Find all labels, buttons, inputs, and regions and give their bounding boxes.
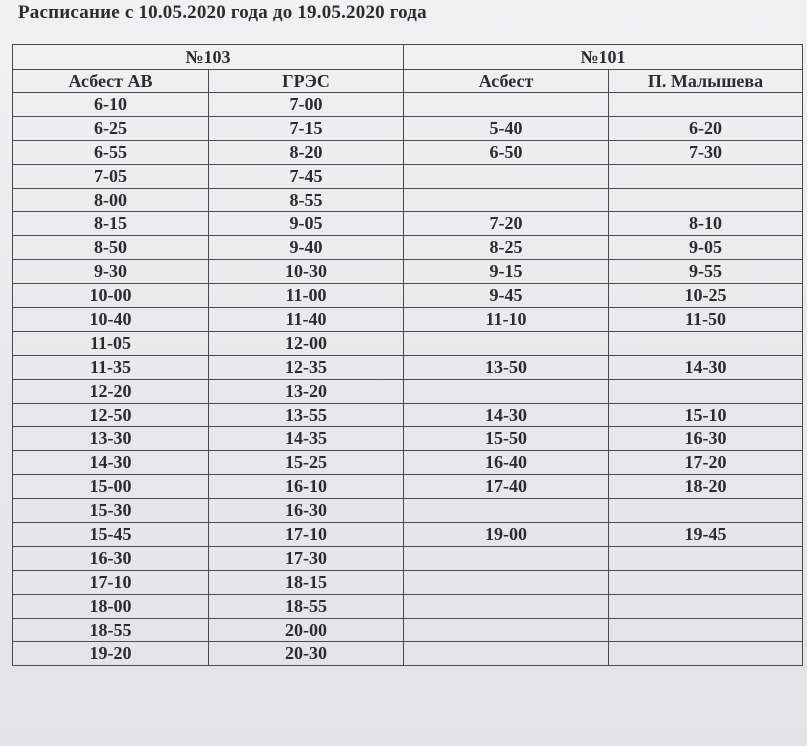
- gres-time: 12-00: [209, 331, 404, 355]
- gres-time: 9-05: [209, 212, 404, 236]
- gres-time: 10-30: [209, 260, 404, 284]
- p-malysheva-time: 19-45: [609, 523, 803, 547]
- table-row: [13, 164, 803, 188]
- schedule-rows: [13, 93, 803, 666]
- p-malysheva-time: 9-05: [609, 236, 803, 260]
- p-malysheva-time: [609, 164, 803, 188]
- asbest-time: 8-25: [404, 236, 609, 260]
- p-malysheva-time: 10-25: [609, 284, 803, 308]
- table-row: [13, 116, 803, 140]
- gres-time: 8-20: [209, 140, 404, 164]
- p-malysheva-time: [609, 331, 803, 355]
- gres-time: 8-55: [209, 188, 404, 212]
- p-malysheva-time: [609, 594, 803, 618]
- p-malysheva-time: [609, 570, 803, 594]
- gres-time: 7-00: [209, 93, 404, 117]
- table-row: [13, 570, 803, 594]
- p-malysheva-time: 9-55: [609, 260, 803, 284]
- p-malysheva-time: [609, 379, 803, 403]
- asbest-av-time: 19-20: [13, 642, 209, 666]
- asbest-time: 16-40: [404, 451, 609, 475]
- gres-time: 20-00: [209, 618, 404, 642]
- p-malysheva-time: [609, 642, 803, 666]
- asbest-time: 11-10: [404, 308, 609, 332]
- asbest-time: [404, 618, 609, 642]
- table-row: [13, 260, 803, 284]
- p-malysheva-time: 6-20: [609, 116, 803, 140]
- asbest-av-time: 14-30: [13, 451, 209, 475]
- asbest-time: 9-15: [404, 260, 609, 284]
- asbest-time: [404, 546, 609, 570]
- gres-time: 16-10: [209, 475, 404, 499]
- table-row: [13, 475, 803, 499]
- asbest-time: 15-50: [404, 427, 609, 451]
- asbest-av-time: 6-10: [13, 93, 209, 117]
- table-row: [13, 594, 803, 618]
- asbest-av-time: 8-00: [13, 188, 209, 212]
- schedule-table: [12, 44, 803, 666]
- table-row: [13, 618, 803, 642]
- p-malysheva-time: [609, 546, 803, 570]
- gres-time: 20-30: [209, 642, 404, 666]
- asbest-time: 9-45: [404, 284, 609, 308]
- table-row: [13, 212, 803, 236]
- asbest-av-time: 8-50: [13, 236, 209, 260]
- asbest-time: [404, 188, 609, 212]
- gres-time: 13-20: [209, 379, 404, 403]
- gres-time: 16-30: [209, 499, 404, 523]
- table-row: [13, 188, 803, 212]
- asbest-time: [404, 570, 609, 594]
- page-title: Расписание с 10.05.2020 года до 19.05.2020 года: [18, 2, 427, 23]
- table-row: [13, 308, 803, 332]
- asbest-av-time: 16-30: [13, 546, 209, 570]
- asbest-time: [404, 594, 609, 618]
- table-row: [13, 546, 803, 570]
- gres-time: 18-15: [209, 570, 404, 594]
- table-row: [13, 331, 803, 355]
- p-malysheva-time: [609, 93, 803, 117]
- asbest-time: [404, 642, 609, 666]
- asbest-av-time: 6-55: [13, 140, 209, 164]
- p-malysheva-time: 15-10: [609, 403, 803, 427]
- asbest-time: 14-30: [404, 403, 609, 427]
- asbest-av-time: 10-40: [13, 308, 209, 332]
- table-row: [13, 403, 803, 427]
- table-row: [13, 236, 803, 260]
- stop-p-malysheva-header: П. Малышева: [609, 70, 803, 93]
- asbest-av-time: 15-00: [13, 475, 209, 499]
- p-malysheva-time: 8-10: [609, 212, 803, 236]
- p-malysheva-time: 7-30: [609, 140, 803, 164]
- asbest-av-time: 18-55: [13, 618, 209, 642]
- table-row: [13, 642, 803, 666]
- gres-time: 15-25: [209, 451, 404, 475]
- gres-time: 13-55: [209, 403, 404, 427]
- asbest-av-time: 6-25: [13, 116, 209, 140]
- table-row: [13, 140, 803, 164]
- table-row: [13, 451, 803, 475]
- table-row: [13, 379, 803, 403]
- gres-time: 11-00: [209, 284, 404, 308]
- asbest-av-time: 15-45: [13, 523, 209, 547]
- gres-time: 14-35: [209, 427, 404, 451]
- gres-time: 18-55: [209, 594, 404, 618]
- asbest-av-time: 15-30: [13, 499, 209, 523]
- table-row: [13, 93, 803, 117]
- asbest-av-time: 9-30: [13, 260, 209, 284]
- asbest-av-time: 11-05: [13, 331, 209, 355]
- table-row: [13, 523, 803, 547]
- p-malysheva-time: 11-50: [609, 308, 803, 332]
- asbest-time: [404, 93, 609, 117]
- p-malysheva-time: [609, 618, 803, 642]
- p-malysheva-time: 17-20: [609, 451, 803, 475]
- asbest-av-time: 11-35: [13, 355, 209, 379]
- gres-time: 7-45: [209, 164, 404, 188]
- gres-time: 9-40: [209, 236, 404, 260]
- asbest-av-time: 17-10: [13, 570, 209, 594]
- asbest-time: 17-40: [404, 475, 609, 499]
- asbest-av-time: 12-20: [13, 379, 209, 403]
- p-malysheva-time: [609, 499, 803, 523]
- asbest-time: 13-50: [404, 355, 609, 379]
- p-malysheva-time: 14-30: [609, 355, 803, 379]
- asbest-time: [404, 331, 609, 355]
- route-101-header: №101: [404, 45, 803, 70]
- table-row: [13, 355, 803, 379]
- asbest-time: [404, 499, 609, 523]
- table-row: [13, 427, 803, 451]
- asbest-time: 5-40: [404, 116, 609, 140]
- asbest-time: 19-00: [404, 523, 609, 547]
- p-malysheva-time: 18-20: [609, 475, 803, 499]
- gres-time: 7-15: [209, 116, 404, 140]
- stop-asbest-av-header: Асбест АВ: [13, 70, 209, 93]
- gres-time: 17-10: [209, 523, 404, 547]
- stop-asbest-header: Асбест: [404, 70, 609, 93]
- asbest-av-time: 12-50: [13, 403, 209, 427]
- asbest-time: 7-20: [404, 212, 609, 236]
- gres-time: 12-35: [209, 355, 404, 379]
- gres-time: 11-40: [209, 308, 404, 332]
- table-row: [13, 499, 803, 523]
- asbest-time: [404, 379, 609, 403]
- asbest-time: 6-50: [404, 140, 609, 164]
- asbest-av-time: 8-15: [13, 212, 209, 236]
- asbest-av-time: 13-30: [13, 427, 209, 451]
- route-103-header: №103: [13, 45, 404, 70]
- p-malysheva-time: [609, 188, 803, 212]
- p-malysheva-time: 16-30: [609, 427, 803, 451]
- asbest-av-time: 7-05: [13, 164, 209, 188]
- stop-gres-header: ГРЭС: [209, 70, 404, 93]
- asbest-av-time: 18-00: [13, 594, 209, 618]
- gres-time: 17-30: [209, 546, 404, 570]
- table-row: [13, 284, 803, 308]
- asbest-time: [404, 164, 609, 188]
- asbest-av-time: 10-00: [13, 284, 209, 308]
